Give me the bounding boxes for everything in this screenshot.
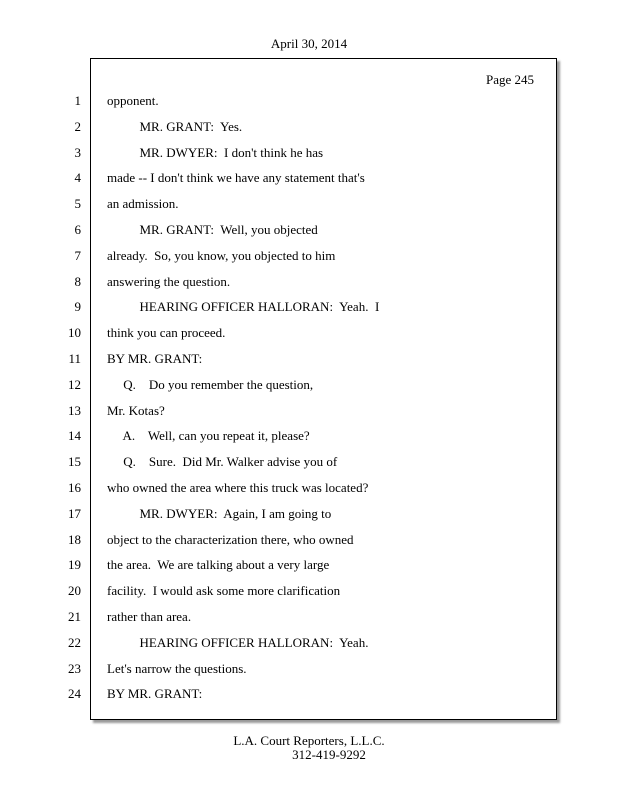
transcript-line [0, 350, 618, 368]
line-text: A. Well, can you repeat it, please? [107, 428, 310, 444]
transcript-line [0, 453, 618, 471]
line-number: 23 [68, 660, 81, 676]
line-number: 16 [68, 480, 81, 495]
line-text: Q. Sure. Did Mr. Walker advise you of [107, 454, 338, 470]
line-text: made -- I don't think we have any statement that's [107, 170, 365, 186]
line-number: 15 [68, 454, 81, 470]
transcript-line [0, 298, 618, 316]
line-number: 5 [74, 196, 81, 212]
line-number: 7 [74, 247, 81, 263]
footer-phone: 312-419-9292 [292, 747, 366, 762]
transcript-line [0, 685, 618, 703]
line-number: 21 [68, 609, 81, 624]
line-number: 17 [68, 505, 81, 521]
line-text: think you can proceed. [107, 325, 226, 341]
transcript-line [0, 118, 618, 136]
line-number: 4 [74, 170, 81, 186]
transcript-line [0, 273, 618, 291]
line-text: already. So, you know, you objected to him [107, 247, 336, 263]
line-number: 1 [74, 93, 81, 108]
line-number: 8 [74, 273, 81, 289]
transcript-line [0, 582, 618, 600]
transcript-line [0, 221, 618, 239]
transcript-line [0, 634, 618, 652]
line-text: object to the characterization there, who owned [107, 531, 354, 547]
transcript-line [0, 556, 618, 574]
line-text: HEARING OFFICER HALLORAN: Yeah. [107, 634, 369, 650]
line-text: opponent. [107, 93, 159, 108]
line-number: 2 [74, 118, 81, 134]
line-number: 6 [74, 222, 81, 237]
line-number: 20 [68, 583, 81, 599]
line-text: Let's narrow the questions. [107, 660, 247, 676]
transcript-line [0, 402, 618, 420]
line-text: BY MR. GRANT: [107, 351, 203, 366]
line-text: facility. I would ask some more clarification [107, 583, 341, 599]
line-text: an admission. [107, 196, 179, 212]
line-number: 24 [68, 686, 81, 702]
line-number: 14 [68, 428, 81, 444]
transcript-line [0, 479, 618, 497]
transcript-line [0, 92, 618, 110]
line-text: BY MR. GRANT: [107, 686, 203, 702]
line-number: 3 [74, 144, 81, 160]
footer-company: L.A. Court Reporters, L.L.C. [233, 733, 385, 748]
line-number: 19 [68, 557, 81, 573]
line-number: 22 [68, 634, 81, 650]
transcript-line [0, 169, 618, 187]
line-text: rather than area. [107, 609, 192, 624]
line-number: 11 [68, 351, 81, 366]
line-text: HEARING OFFICER HALLORAN: Yeah. I [107, 299, 380, 315]
line-text: MR. GRANT: Yes. [107, 118, 243, 134]
transcript-line [0, 324, 618, 342]
transcript-line [0, 195, 618, 213]
transcript-line [0, 376, 618, 394]
page-number: Page 245 [485, 72, 534, 87]
line-text: the area. We are talking about a very large [107, 557, 330, 573]
transcript-line [0, 247, 618, 265]
line-number: 10 [68, 325, 81, 341]
transcript-line [0, 531, 618, 549]
transcript-line [0, 144, 618, 162]
line-text: who owned the area where this truck was located? [107, 480, 369, 495]
line-text: MR. DWYER: I don't think he has [107, 144, 324, 160]
line-number: 9 [74, 299, 81, 315]
line-text: MR. GRANT: Well, you objected [107, 222, 318, 237]
line-text: Q. Do you remember the question, [107, 376, 314, 392]
transcript-line [0, 608, 618, 626]
transcript-date: April 30, 2014 [270, 36, 348, 51]
transcript-line [0, 660, 618, 678]
line-text: Mr. Kotas? [107, 402, 165, 418]
line-number: 18 [68, 531, 81, 547]
transcript-line [0, 505, 618, 523]
line-number: 13 [68, 402, 81, 418]
line-number: 12 [68, 376, 81, 392]
line-text: MR. DWYER: Again, I am going to [107, 505, 332, 521]
line-text: answering the question. [107, 273, 231, 289]
transcript-line [0, 427, 618, 445]
